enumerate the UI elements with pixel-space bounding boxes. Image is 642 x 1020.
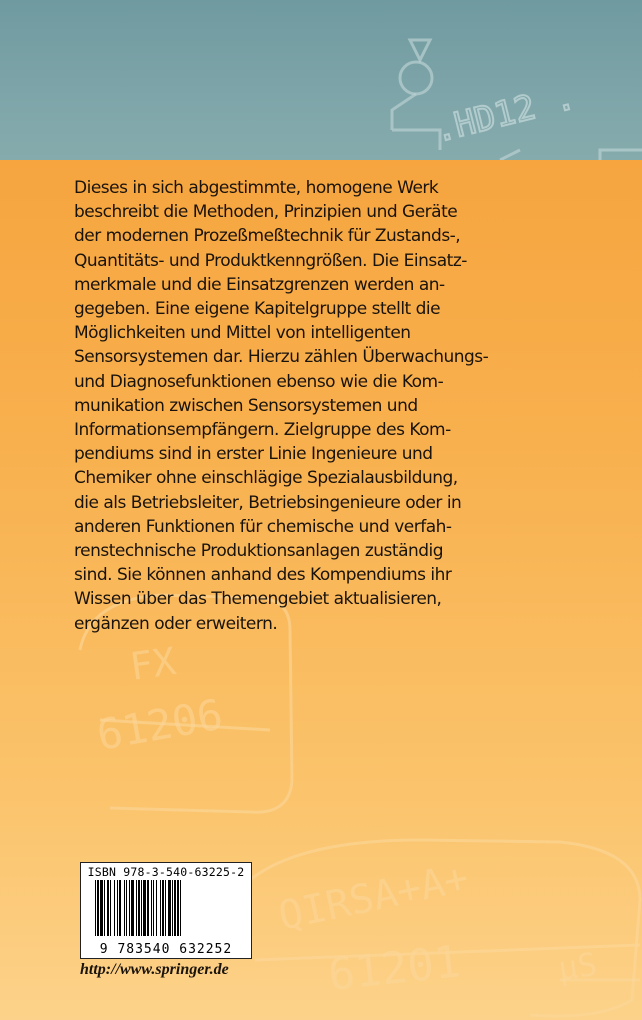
- barcode-bar: [126, 880, 127, 936]
- barcode-bar: [110, 880, 111, 936]
- barcode-bar: [147, 880, 149, 936]
- barcode-bar: [172, 880, 173, 936]
- barcode-bar: [97, 880, 99, 936]
- barcode-bar: [100, 880, 103, 936]
- barcode-bar: [129, 880, 130, 936]
- stamp-fx: FX: [127, 638, 179, 689]
- isbn-barcode: [80, 862, 252, 959]
- barcode-bar: [117, 880, 118, 936]
- top-color-band: [0, 0, 642, 160]
- barcode-bar: [107, 880, 109, 936]
- barcode-bar: [174, 880, 176, 936]
- barcode-bar: [156, 880, 157, 936]
- barcode-bars: [95, 880, 239, 936]
- barcode-bar: [180, 880, 181, 936]
- stamp-mus: μS: [555, 944, 600, 988]
- barcode-digits: 9 783540 632252: [99, 942, 233, 957]
- barcode-bar: [143, 880, 146, 936]
- stamp-hd12: .HD12 .: [430, 77, 580, 151]
- stamp-61201: 61201: [325, 936, 463, 1001]
- barcode-bar: [95, 880, 96, 936]
- barcode-bar: [124, 880, 125, 936]
- stamp-61206: 61206: [93, 689, 227, 760]
- barcode-bar: [151, 880, 152, 936]
- barcode-bar: [160, 880, 161, 936]
- barcode-bar: [162, 880, 164, 936]
- isbn-label: ISBN 978-3-540-63225-2: [87, 865, 245, 879]
- barcode-bar: [104, 880, 105, 936]
- barcode-bar: [153, 880, 154, 936]
- barcode-bar: [165, 880, 166, 936]
- barcode-bar: [141, 880, 142, 936]
- barcode-bar: [177, 880, 179, 936]
- publisher-website[interactable]: http://www.springer.de: [80, 961, 229, 978]
- barcode-bar: [168, 880, 171, 936]
- barcode-bar: [119, 880, 121, 936]
- back-cover-blurb: Dieses in sich abgestimmte, homogene Werk beschreibt die Methoden, Prinzipien und Geräte der modernen Prozeßmeßtechnik für Zustands-, Quantitäts- und Produktkenngrößen. Die Einsatz- merkmale und die Einsatzgrenzen werden an- gegeben. Eine eigene Kapitelgruppe stellt die Möglichkeiten und Mittel von intelligenten Sensorsystemen dar. Hierzu zählen Überwachungs- und Diagnosefunktionen ebenso wie die Kom- munikation zwischen Sensorsystemen und Informationsempfängern. Zielgruppe des Kom- pendiums sind in erster Linie Ingenieure und Chemiker ohne einschlägige Spezialausbildung, die als Betriebsleiter, Betriebsingenieure oder in anderen Funktionen für chemische und verfah- renstechnische Produktionsanlagen zuständig sind. Sie können anhand des Kompendiums ihr Wissen über das Themengebiet aktualisieren, ergänzen oder erweitern.: [74, 178, 489, 634]
- barcode-bar: [138, 880, 140, 936]
- barcode-bar: [131, 880, 134, 936]
- barcode-bar: [136, 880, 137, 936]
- barcode-bar: [114, 880, 115, 936]
- instrument-diagram-decoration: [0, 0, 642, 160]
- stamp-qirsa: QIRSA+A+: [274, 854, 473, 940]
